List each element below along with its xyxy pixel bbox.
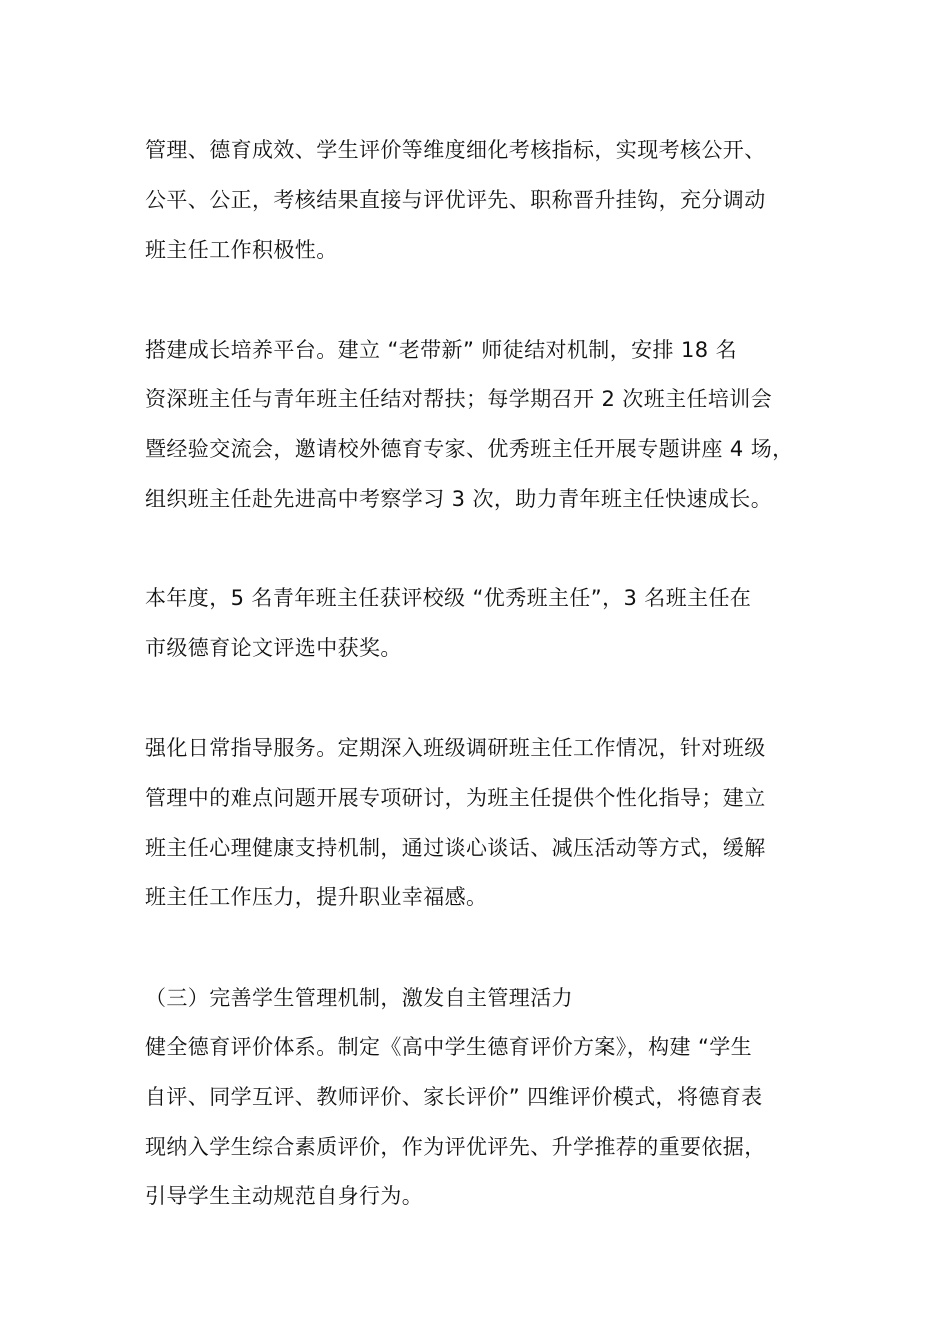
text-line: 管理中的难点问题开展专项研讨，为班主任提供个性化指导；建立 bbox=[145, 786, 766, 810]
text-line: 班主任工作积极性。 bbox=[145, 238, 338, 262]
text-line: 搭建成长培养平台。建立 “老带新” 师徒结对机制，安排 18 名 bbox=[145, 338, 737, 362]
text-line: 自评、同学互评、教师评价、家长评价” 四维评价模式，将德育表 bbox=[145, 1085, 763, 1109]
text-line: 资深班主任与青年班主任结对帮扶；每学期召开 2 次班主任培训会 bbox=[145, 387, 773, 411]
text-line: 公平、公正，考核结果直接与评优评先、职称晋升挂钩，充分调动 bbox=[145, 188, 766, 212]
text-line: 市级德育论文评选中获奖。 bbox=[145, 636, 402, 660]
text-line: 强化日常指导服务。定期深入班级调研班主任工作情况，针对班级 bbox=[145, 736, 766, 760]
text-line: 本年度，5 名青年班主任获评校级 “优秀班主任”，3 名班主任在 bbox=[145, 586, 752, 610]
text-line: 管理、德育成效、学生评价等维度细化考核指标，实现考核公开、 bbox=[145, 138, 766, 162]
text-line: 健全德育评价体系。制定《高中学生德育评价方案》，构建 “学生 bbox=[145, 1035, 753, 1059]
text-line: 组织班主任赴先进高中考察学习 3 次，助力青年班主任快速成长。 bbox=[145, 487, 773, 511]
text-line: 班主任工作压力，提升职业幸福感。 bbox=[145, 885, 488, 909]
text-line: 班主任心理健康支持机制，通过谈心谈话、减压活动等方式，缓解 bbox=[145, 836, 766, 860]
text-line: 现纳入学生综合素质评价，作为评优评先、升学推荐的重要依据， bbox=[145, 1135, 766, 1159]
text-line: 引导学生主动规范自身行为。 bbox=[145, 1184, 424, 1208]
section-heading: （三）完善学生管理机制，激发自主管理活力 bbox=[145, 986, 573, 1010]
text-line: 暨经验交流会，邀请校外德育专家、优秀班主任开展专题讲座 4 场， bbox=[145, 437, 794, 461]
